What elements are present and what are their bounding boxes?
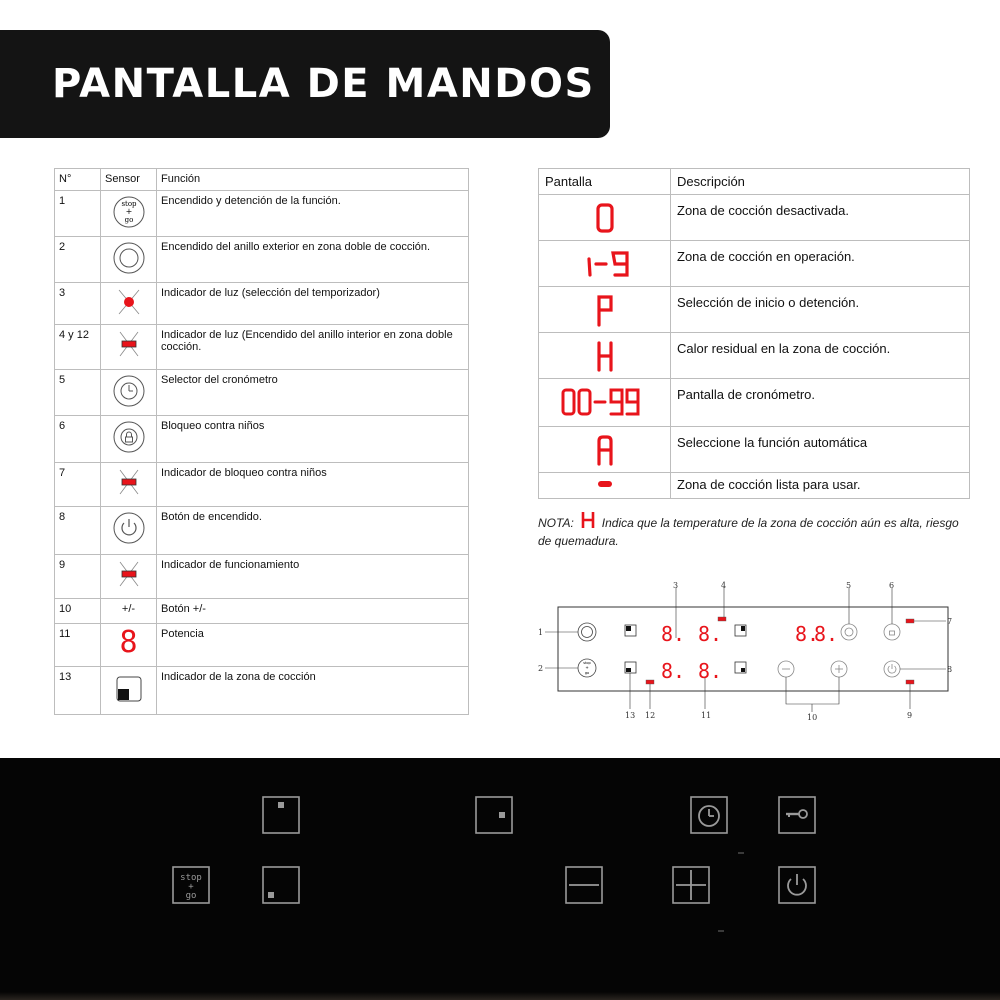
minus-button[interactable] [565,866,603,904]
diagram-readout: 8. [661,622,686,646]
zone-select-button[interactable] [262,866,300,904]
row-num: 7 [55,463,101,507]
diagram-label-2: 2 [538,664,544,673]
table-row [55,463,469,507]
note-text: Indica que la temperature de la zona de cocción aún es alta, riesgo de quemadura. [538,516,959,548]
table-row [55,599,469,624]
timer-button[interactable] [690,796,728,834]
table-row [539,473,970,499]
table-row [55,191,469,237]
diagram-indicator-12 [646,680,654,684]
svg-text:+: + [125,207,132,216]
seg-display-p [545,291,665,329]
row-num: 1 [55,191,101,237]
row-num: 6 [55,416,101,463]
note-label: NOTA: [538,516,574,530]
table-row [55,416,469,463]
seg-display-0 [545,199,665,237]
diagram-indicator-9 [906,680,914,684]
bar-indicator-icon [114,328,144,360]
title-banner [0,30,610,138]
table-row [539,241,970,287]
row-function: Bloqueo contra niños [157,416,469,463]
diagram-label-6: 6 [889,581,895,590]
panel-edge [0,992,1000,1000]
seg-display-00-99 [545,383,665,423]
seg-display-dash [545,474,665,494]
row-num: 10 [55,599,101,624]
svg-text:stop: stop [180,873,202,883]
row-function: Selector del cronómetro [157,370,469,416]
table-row [55,237,469,283]
table-row [55,667,469,715]
col-description: Descripción [671,169,970,195]
row-num: 4 y 12 [55,325,101,370]
svg-text:+: + [585,665,589,670]
display-table-header [539,169,970,195]
power-icon [111,510,147,546]
led-dot [738,852,744,854]
row-function: Encendido del anillo exterior en zona doble de cocción. [157,237,469,283]
diagram-indicator-7 [906,619,914,623]
diagram-indicator-4 [718,617,726,621]
row-description: Zona de cocción desactivada. [671,195,970,241]
lock-icon [111,419,147,455]
row-function: Indicador de la zona de cocción [157,667,469,715]
svg-text:stop: stop [120,200,137,208]
table-row [539,427,970,473]
row-description: Seleccione la función automática [671,427,970,473]
note [538,510,970,550]
row-num: 13 [55,667,101,715]
row-function: Botón de encendido. [157,507,469,555]
diagram-label-10: 10 [807,713,818,722]
sensor-table [54,168,469,715]
diagram-label-1: 1 [538,628,544,637]
row-description: Calor residual en la zona de cocción. [671,333,970,379]
row-num: 3 [55,283,101,325]
diagram-label-9: 9 [907,711,913,720]
row-description: Zona de cocción en operación. [671,241,970,287]
table-row [55,624,469,667]
zone-indicator-icon [115,675,143,703]
diagram-readout: 8. [795,622,820,646]
table-row [539,333,970,379]
col-display: Pantalla [539,169,671,195]
page-title: PANTALLA DE MANDOS [52,61,595,107]
led-dot [718,930,724,932]
diagram-readout: 8. [814,622,839,646]
diagram-label-7: 7 [947,617,953,626]
control-panel-diagram [533,578,963,728]
seg-display-1-9 [545,245,665,283]
row-function: Encendido y detención de la función. [157,191,469,237]
diagram-label-11: 11 [701,711,712,720]
row-function: Indicador de luz (Encendido del anillo interior en zona doble cocción. [157,325,469,370]
svg-text:stop: stop [583,661,591,665]
zone-select-button[interactable] [475,796,513,834]
diagram-label-3: 3 [673,581,679,590]
col-function: Función [157,169,469,191]
plus-button[interactable] [672,866,710,904]
diagram-label-8: 8 [947,665,953,674]
table-row [55,507,469,555]
diagram-label-13: 13 [625,711,636,720]
diagram-label-5: 5 [846,581,852,590]
row-function: Indicador de luz (selección del temporizador) [157,283,469,325]
table-row [55,370,469,416]
svg-text:+: + [188,882,194,892]
sensor-table-header [55,169,469,191]
col-num: N° [55,169,101,191]
row-description: Selección de inicio o detención. [671,287,970,333]
row-description: Pantalla de cronómetro. [671,379,970,427]
table-row [55,325,469,370]
row-function: Botón +/- [157,599,469,624]
h-symbol-icon [580,510,596,530]
seg-display-h [545,337,665,375]
light-indicator-icon [114,286,144,318]
diagram-readout: 8. [661,659,686,683]
row-function: Potencia [157,624,469,667]
bar-indicator-icon [114,466,144,498]
row-num: 8 [55,507,101,555]
stop-go-icon [111,194,147,230]
table-row [539,379,970,427]
diagram-label-12: 12 [645,711,656,720]
col-sensor: Sensor [101,169,157,191]
svg-text:go: go [124,216,133,224]
svg-text:go: go [584,671,590,675]
bar-indicator-icon [114,558,144,590]
row-num: 5 [55,370,101,416]
cooktop-control-panel [0,758,1000,1000]
power-button[interactable] [778,866,816,904]
diagram-label-4: 4 [721,581,727,590]
table-row [539,287,970,333]
svg-text:go: go [185,891,197,901]
row-function: Indicador de bloqueo contra niños [157,463,469,507]
diagram-readout: 8. [698,622,723,646]
row-num: 9 [55,555,101,599]
stop-go-button[interactable] [172,866,210,904]
row-num: 2 [55,237,101,283]
table-row [539,195,970,241]
ring-icon [111,240,147,276]
table-row [55,555,469,599]
zone-select-button[interactable] [262,796,300,834]
display-table [538,168,970,499]
seg-display-a [545,431,665,469]
plus-minus-text: +/- [101,599,157,624]
diagram-readout: 8. [698,659,723,683]
clock-icon [111,373,147,409]
row-function: Indicador de funcionamiento [157,555,469,599]
row-num: 11 [55,624,101,667]
child-lock-button[interactable] [778,796,816,834]
digit-icon: 8 [119,625,138,660]
row-description: Zona de cocción lista para usar. [671,473,970,499]
table-row [55,283,469,325]
